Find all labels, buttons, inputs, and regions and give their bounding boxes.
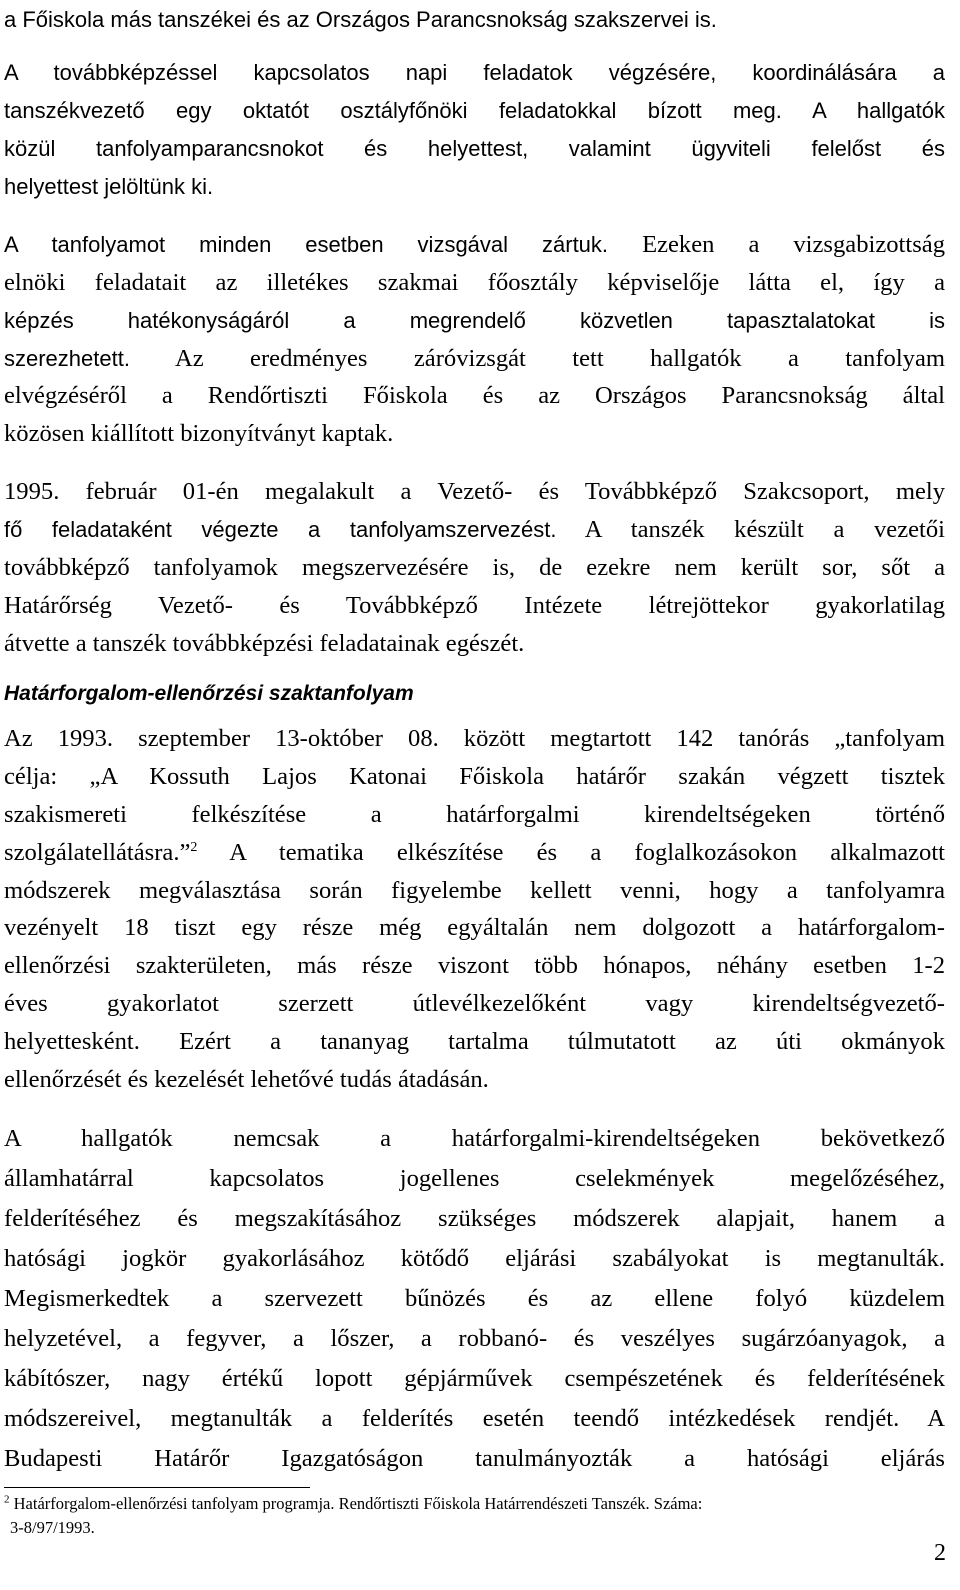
paragraph-5-line-3: szakismereti felkészítése a határforgalmi kirendeltségeken történő [4,801,945,828]
paragraph-6-line-8: módszereivel, megtanulták a felderítés esetén teendő intézkedések rendjét. A [4,1405,945,1432]
paragraph-6-line-5: Megismerkedtek a szervezett bűnözés és az ellene folyó küzdelem [4,1285,945,1312]
paragraph-5-line-7: ellenőrzési szakterületen, más része viszont több hónapos, néhány esetben 1-2 [4,952,945,979]
paragraph-5-line-9: helyettesként. Ezért a tananyag tartalma túlmutatott az úti okmányok [4,1028,945,1055]
paragraph-3-line-2: elnöki feladatait az illetékes szakmai főosztály képviselője látta el, így a [4,269,945,296]
paragraph-3-line-3: képzés hatékonyságáról a megrendelő közvetlen tapasztalatokat is [4,308,945,333]
paragraph-3-line-1-part-b: Ezeken a vizsgabizottság [608,231,945,258]
section-heading: Határforgalom-ellenőrzési szaktanfolyam [4,682,414,705]
paragraph-6-line-2: államhatárral kapcsolatos jogellenes cselekmények megelőzéséhez, [4,1165,945,1192]
paragraph-5-line-4-part-a: szolgálatellátásra.” [4,839,191,866]
paragraph-2-line-1: A továbbképzéssel kapcsolatos napi feladatok végzésére, koordinálására a [4,60,945,85]
paragraph-2-line-4: helyettest jelöltünk ki. [4,174,214,199]
paragraph-3-line-6: közösen kiállított bizonyítványt kaptak. [4,420,394,447]
paragraph-6-line-7: kábítószer, nagy értékű lopott gépjárművek csempészetének és felderítésének [4,1365,945,1392]
footnote-text-1: Határforgalom-ellenőrzési tanfolyam programja. Rendőrtiszti Főiskola Határrendészeti Tanszék. Száma: [9,1494,703,1513]
paragraph-4-line-5: átvette a tanszék továbbképzési feladatainak egészét. [4,630,525,657]
footnote-line-2: 3-8/97/1993. [10,1518,95,1537]
paragraph-5-line-10: ellenőrzését és kezelését lehetővé tudás átadásán. [4,1066,489,1093]
paragraph-3-line-5: elvégzéséről a Rendőrtiszti Főiskola és az Országos Parancsnokság által [4,382,945,409]
paragraph-4-line-2 [4,510,945,550]
paragraph-6-line-6: helyzetével, a fegyver, a lőszer, a robbanó- és veszélyes sugárzóanyagok, a [4,1325,945,1352]
paragraph-1-line-1: a Főiskola más tanszékei és az Országos Parancsnokság szakszervei is. [4,7,717,32]
paragraph-4-line-2-part-b: A tanszék készült a vezetői [556,516,945,543]
paragraph-5-line-4-part-b: A tematika elkészítése és a foglalkozásokon alkalmazott [197,839,945,866]
footnote-reference: 2 [190,839,198,855]
paragraph-3-line-4-part-a: szerezhetett. [4,346,130,371]
paragraph-6-line-4: hatósági jogkör gyakorlásához kötődő eljárási szabályokat is megtanulták. [4,1245,945,1272]
paragraph-5-line-4 [4,833,945,873]
paragraph-3-line-1 [4,225,945,265]
paragraph-3-line-4-part-b: Az eredményes záróvizsgát tett hallgatók a tanfolyam [129,345,945,372]
paragraph-2-line-3: közül tanfolyamparancsnokot és helyettest, valamint ügyviteli felelőst és [4,136,945,161]
paragraph-6-line-1: A hallgatók nemcsak a határforgalmi-kirendeltségeken bekövetkező [4,1125,945,1152]
paragraph-5-line-1: Az 1993. szeptember 13-október 08. között megtartott 142 tanórás „tanfolyam [4,725,945,752]
paragraph-4-line-1: 1995. február 01-én megalakult a Vezető- és Továbbképző Szakcsoport, mely [4,478,945,505]
paragraph-5-line-2: célja: „A Kossuth Lajos Katonai Főiskola határőr szakán végzett tisztek [4,763,945,790]
paragraph-4-line-2-part-a: fő feladataként végezte a tanfolyamszervezést. [4,517,557,542]
paragraph-5-line-6: vezényelt 18 tiszt egy része még egyáltalán nem dolgozott a határforgalom- [4,914,945,941]
paragraph-6-line-9: Budapesti Határőr Igazgatóságon tanulmányozták a hatósági eljárás [4,1445,945,1472]
paragraph-4-line-3: továbbképző tanfolyamok megszervezésére is, de ezekre nem került sor, sőt a [4,554,945,581]
paragraph-3-line-4 [4,339,945,379]
footnote-marker: 2 [4,1493,10,1506]
footnote-separator [4,1487,310,1488]
footnote-line-1 [4,1493,702,1515]
paragraph-5-line-8: éves gyakorlatot szerzett útlevélkezelőként vagy kirendeltségvezető- [4,990,945,1017]
paragraph-4-line-4: Határőrség Vezető- és Továbbképző Intézete létrejöttekor gyakorlatilag [4,592,945,619]
paragraph-2-line-2: tanszékvezető egy oktatót osztályfőnöki feladatokkal bízott meg. A hallgatók [4,98,945,123]
paragraph-5-line-5: módszerek megválasztása során figyelembe kellett venni, hogy a tanfolyamra [4,877,945,904]
paragraph-3-line-1-part-a: A tanfolyamot minden esetben vizsgával zártuk. [4,232,609,257]
page-number: 2 [934,1540,946,1566]
paragraph-6-line-3: felderítéséhez és megszakításához szükséges módszerek alapjait, hanem a [4,1205,945,1232]
